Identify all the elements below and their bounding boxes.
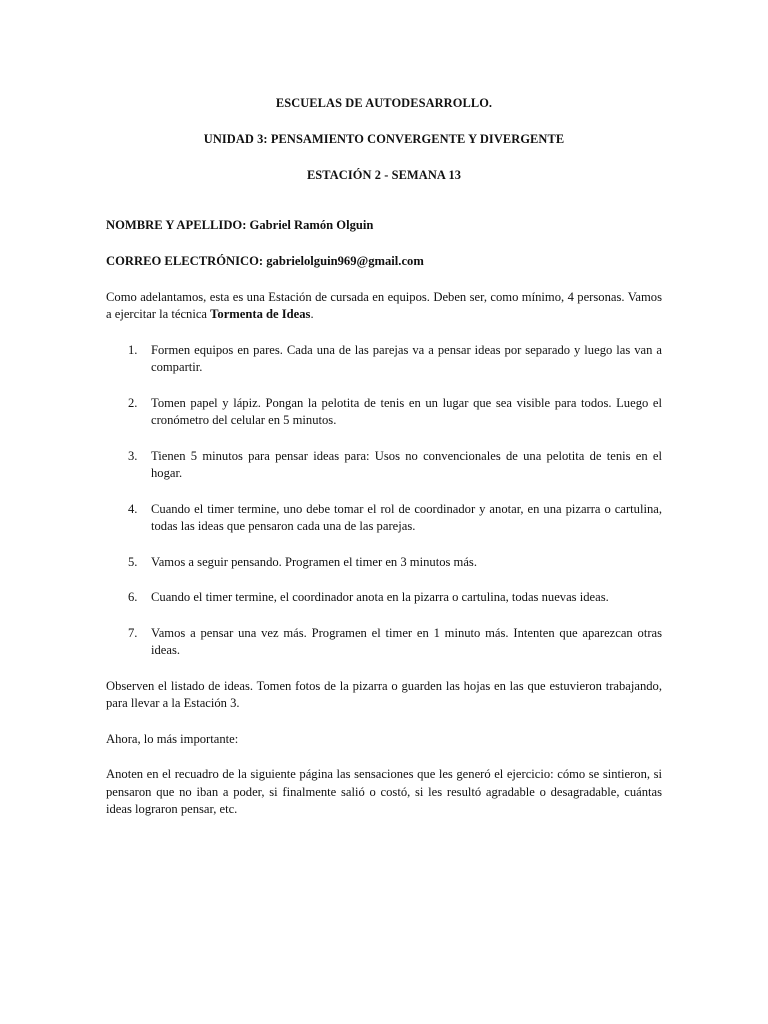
step-text: Vamos a seguir pensando. Programen el timer en 3 minutos más. xyxy=(151,554,477,569)
step-number: 5. xyxy=(128,554,138,569)
steps-list xyxy=(106,342,662,660)
student-email: CORREO ELECTRÓNICO: gabrielolguin969@gmail.com xyxy=(106,254,424,268)
technique-name: Tormenta de Ideas xyxy=(210,307,311,321)
unit-title: UNIDAD 3: PENSAMIENTO CONVERGENTE Y DIVERGENTE xyxy=(203,131,565,146)
list-item xyxy=(128,589,662,607)
school-title: ESCUELAS DE AUTODESARROLLO. xyxy=(275,96,493,110)
observe-paragraph: Observen el listado de ideas. Tomen fotos de la pizarra o guarden las hojas en las que estuvieron trabajando, para llevar a la Estación 3. xyxy=(106,678,662,710)
list-item xyxy=(128,501,662,536)
important-paragraph: Ahora, lo más importante: xyxy=(106,731,239,746)
list-item xyxy=(128,448,662,483)
list-item xyxy=(128,625,662,660)
step-text: Tomen papel y lápiz. Pongan la pelotita de tenis en un lugar que sea visible para todos. Luego el cronómetro del celular en 5 minutos. xyxy=(151,395,662,427)
intro-paragraph xyxy=(106,289,662,324)
step-number: 3. xyxy=(128,448,138,463)
step-number: 4. xyxy=(128,501,138,516)
instructions-paragraph: Anoten en el recuadro de la siguiente página las sensaciones que les generó el ejercicio: cómo se sintieron, si pensaron que no iban a poder, si finalmente salió o costó, si les resultó agradable o desagradable, cuántas ideas lograron pensar, etc. xyxy=(106,767,662,816)
step-text: Cuando el timer termine, uno debe tomar el rol de coordinador y anotar, en una pizarra o cartulina, todas las ideas que pensaron cada una de las parejas. xyxy=(151,501,662,533)
step-text: Formen equipos en pares. Cada una de las parejas va a pensar ideas por separado y luego las van a compartir. xyxy=(151,342,662,374)
step-text: Tienen 5 minutos para pensar ideas para: Usos no convencionales de una pelotita de tenis en el hogar. xyxy=(151,448,662,480)
document-page xyxy=(106,90,662,819)
list-item xyxy=(128,395,662,430)
step-text: Cuando el timer termine, el coordinador anota en la pizarra o cartulina, todas nuevas ideas. xyxy=(151,590,609,604)
step-number: 6. xyxy=(128,590,138,604)
step-number: 1. xyxy=(128,342,138,357)
station-title: ESTACIÓN 2 - SEMANA 13 xyxy=(306,168,462,182)
step-text: Vamos a pensar una vez más. Programen el timer en 1 minuto más. Intenten que aparezcan otras ideas. xyxy=(151,625,662,657)
step-number: 7. xyxy=(128,625,138,640)
student-name: NOMBRE Y APELLIDO: Gabriel Ramón Olguin xyxy=(106,217,374,232)
intro-text: Como adelantamos, esta es una Estación de cursada en equipos. Deben ser, como mínimo, 4 personas. Vamos a ejercitar la técnica xyxy=(106,289,662,321)
step-number: 2. xyxy=(128,395,138,410)
list-item xyxy=(128,554,662,572)
list-item xyxy=(128,342,662,377)
intro-end: . xyxy=(310,307,314,321)
